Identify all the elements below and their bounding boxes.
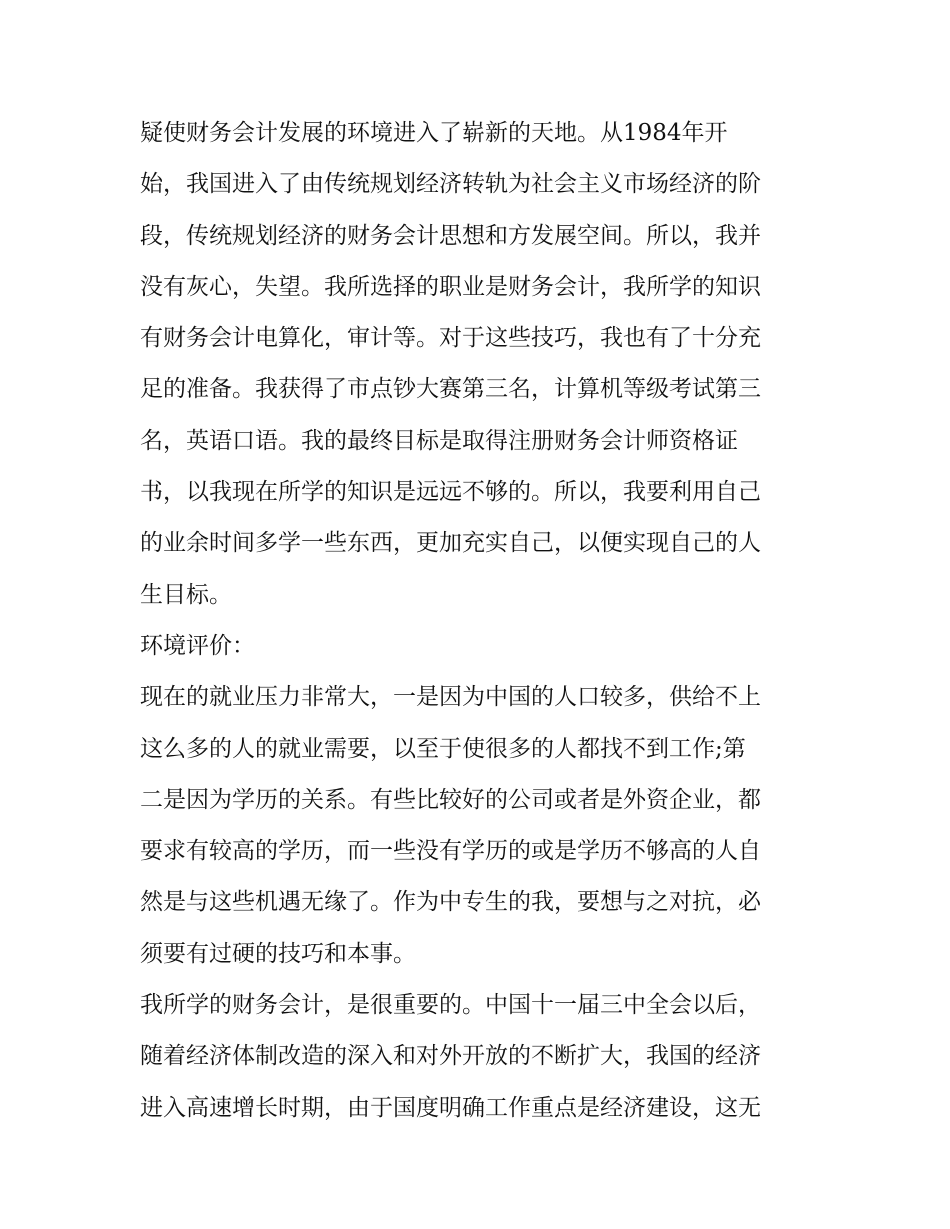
text-line: 没有灰心，失望。我所选择的职业是财务会计，我所学的知识 (140, 273, 761, 300)
text-line: 二是因为学历的关系。有些比较好的公司或者是外资企业，都 (140, 786, 761, 813)
text-line: 的业余时间多学一些东西，更加充实自己，以便实现自己的人 (140, 530, 761, 557)
text-line: 生目标。 (140, 581, 232, 608)
text-line: 要求有较高的学历，而一些没有学历的或是学历不够高的人自 (140, 838, 761, 865)
text-line: 进入高速增长时期，由于国度明确工作重点是经济建设，这无 (140, 1094, 761, 1121)
text-line: 现在的就业压力非常大，一是因为中国的人口较多，供给不上 (140, 684, 761, 711)
text-line: 足的准备。我获得了市点钞大赛第三名，计算机等级考试第三 (140, 376, 761, 403)
text-line: 段，传统规划经济的财务会计思想和方发展空间。所以，我并 (140, 222, 761, 249)
text-line: 始，我国进入了由传统规划经济转轨为社会主义市场经济的阶 (140, 171, 761, 198)
text-line: 须要有过硬的技巧和本事。 (140, 940, 416, 967)
text-line: 这么多的人的就业需要，以至于使很多的人都找不到工作;第 (140, 735, 746, 762)
text-line: 有财务会计电算化，审计等。对于这些技巧，我也有了十分充 (140, 325, 761, 352)
section-heading: 环境评价： (140, 632, 255, 659)
text-line: 疑使财务会计发展的环境进入了崭新的天地。从1984年开 (140, 120, 728, 146)
text-line: 然是与这些机遇无缘了。作为中专生的我，要想与之对抗，必 (140, 889, 761, 916)
text-line: 名，英语口语。我的最终目标是取得注册财务会计师资格证 (140, 427, 738, 454)
body-text (140, 108, 820, 1134)
text-line: 我所学的财务会计，是很重要的。中国十一届三中全会以后， (140, 992, 761, 1019)
text-line: 书，以我现在所学的知识是远远不够的。所以，我要利用自己 (140, 479, 761, 506)
text-line: 随着经济体制改造的深入和对外开放的不断扩大，我国的经济 (140, 1043, 761, 1070)
